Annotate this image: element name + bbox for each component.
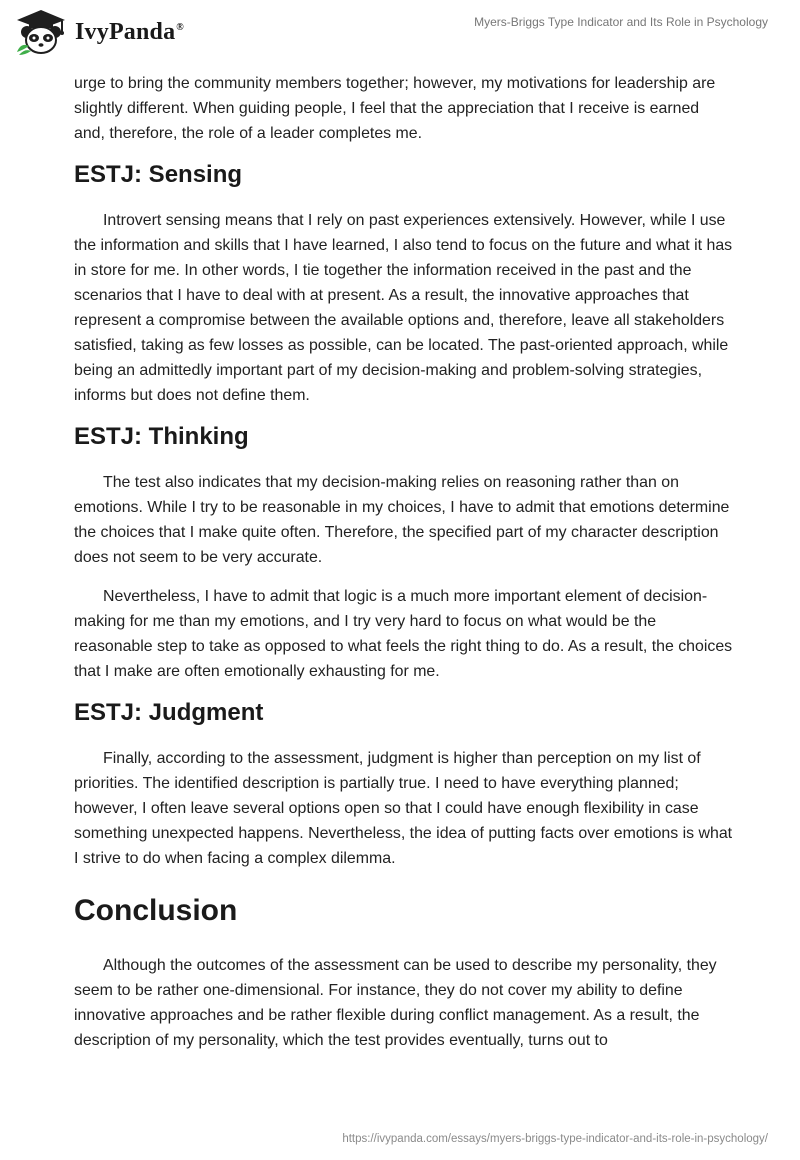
- section-heading-judgment: ESTJ: Judgment: [74, 699, 264, 726]
- ivypanda-logo[interactable]: [15, 8, 184, 56]
- paragraph: Introvert sensing means that I rely on past experiences extensively. However, while I use the information and skills that I have learned, I also tend to focus on the future and what it has in store for me. In other words, I tie together the information received in the past and the scenarios that I have to deal with at present. As a result, the innovative approaches that represent a compromise between the available options and, therefore, leave all stakeholders satisfied, taking as few losses as possible, can be located. The past-oriented approach, while being an admittedly important part of my decision-making and problem-solving strategies, informs but does not define them.: [74, 212, 733, 404]
- conclusion-heading: Conclusion: [74, 894, 238, 927]
- conclusion-paragraph: Although the outcomes of the assessment can be used to describe my personality, they seem to be rather one-dimensional. For instance, they do not cover my ability to define innovative approaches and be rather flexible during conflict management. As a result, the description of my personality, which the test provides eventually, turns out to: [74, 957, 717, 1049]
- section-heading-sensing: ESTJ: Sensing: [74, 161, 243, 188]
- intro-paragraph: urge to bring the community members together; however, my motivations for leadership are slightly different. When guiding people, I feel that the appreciation that I receive is earned and, therefore, the role of a leader completes me.: [74, 75, 716, 142]
- essay-content: [74, 71, 734, 1067]
- page-header: [0, 0, 800, 70]
- panda-graduate-logo-icon: [15, 8, 67, 56]
- paragraph: Nevertheless, I have to admit that logic is a much more important element of decision-making for me than my emotions, and I try very hard to focus on what would be the reasonable step to take as opposed to what feels the right thing to do. As a result, the choices that I make are often emotionally exhausting for me.: [74, 588, 733, 680]
- document-title: Myers-Briggs Type Indicator and Its Role in Psychology: [474, 15, 768, 29]
- source-url-link[interactable]: https://ivypanda.com/essays/myers-briggs-type-indicator-and-its-role-in-psychology/: [342, 1133, 768, 1145]
- section-heading-thinking: ESTJ: Thinking: [74, 423, 249, 450]
- registered-mark: ®: [176, 21, 184, 33]
- paragraph: Finally, according to the assessment, judgment is higher than perception on my list of priorities. The identified description is partially true. I need to have everything planned; however, I often leave several options open so that I could have enough flexibility in case something unexpected happens. Nevertheless, the idea of putting facts over emotions is what I strive to do when facing a complex dilemma.: [74, 750, 733, 867]
- brand-name: IvyPanda®: [75, 18, 184, 45]
- paragraph: The test also indicates that my decision-making relies on reasoning rather than on emotions. While I try to be reasonable in my choices, I have to admit that emotions determine the choices that I make quite often. Therefore, the specified part of my character description does not seem to be very accurate.: [74, 474, 730, 566]
